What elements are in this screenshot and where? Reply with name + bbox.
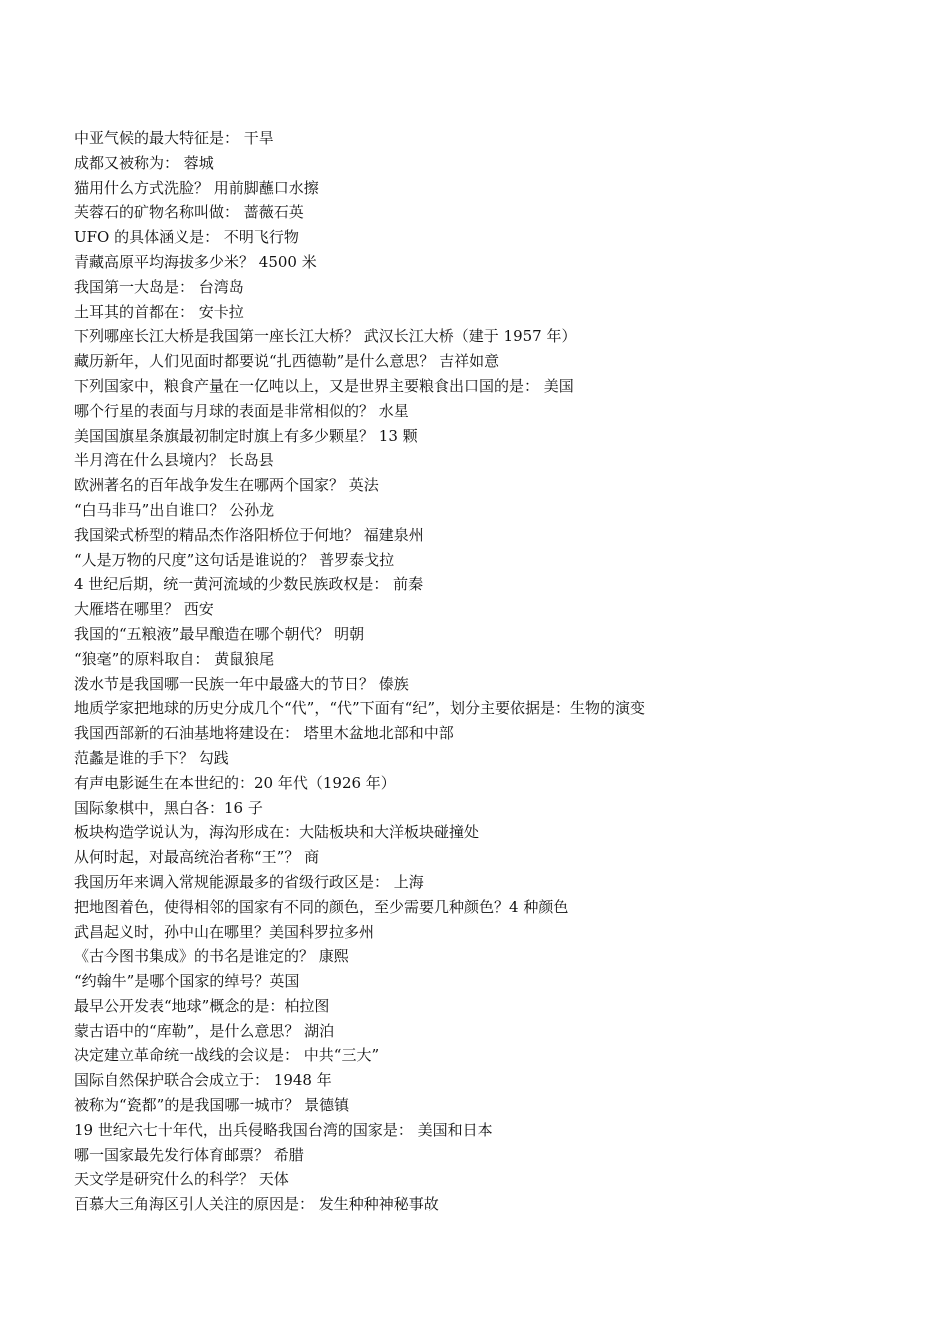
- qa-line: 地质学家把地球的历史分成几个“代”，“代”下面有“纪”，划分主要依据是：生物的演变: [74, 699, 646, 718]
- qa-line: 欧洲著名的百年战争发生在哪两个国家？ 英法: [74, 476, 379, 495]
- qa-line: 4 世纪后期，统一黄河流域的少数民族政权是： 前秦: [74, 575, 424, 594]
- qa-line: 把地图着色，使得相邻的国家有不同的颜色，至少需要几种颜色？4 种颜色: [74, 897, 569, 916]
- qa-line: 土耳其的首都在： 安卡拉: [74, 302, 244, 321]
- qa-line: 泼水节是我国哪一民族一年中最盛大的节日？ 傣族: [74, 674, 409, 693]
- qa-line: 决定建立革命统一战线的会议是： 中共“三大”: [74, 1046, 380, 1065]
- qa-line: 哪一国家最先发行体育邮票？ 希腊: [74, 1145, 304, 1164]
- qa-line: “人是万物的尺度”这句话是谁说的？ 普罗泰戈拉: [74, 550, 395, 569]
- qa-line: 中亚气候的最大特征是： 干旱: [74, 129, 274, 147]
- qa-line: 板块构造学说认为，海沟形成在：大陆板块和大洋板块碰撞处: [74, 823, 480, 842]
- qa-line: 下列国家中，粮食产量在一亿吨以上，又是世界主要粮食出口国的是： 美国: [74, 376, 574, 395]
- qa-line: 青藏高原平均海拔多少米？ 4500 米: [74, 252, 317, 271]
- qa-line: “约翰牛”是哪个国家的绰号？英国: [74, 972, 300, 991]
- qa-line: “狼毫”的原料取自： 黄鼠狼尾: [74, 649, 275, 668]
- qa-line: 《古今图书集成》的书名是谁定的？ 康熙: [74, 947, 349, 966]
- qa-line: 范蠡是谁的手下？ 勾践: [74, 748, 229, 767]
- qa-line: 百慕大三角海区引人关注的原因是： 发生种种神秘事故: [74, 1195, 439, 1214]
- qa-line: 被称为“瓷都”的是我国哪一城市？ 景德镇: [74, 1096, 350, 1115]
- qa-line: 从何时起，对最高统治者称“王”？ 商: [74, 848, 320, 867]
- qa-line: 我国西部新的石油基地将建设在： 塔里木盆地北部和中部: [74, 724, 454, 743]
- qa-line: 猫用什么方式洗脸？ 用前脚蘸口水擦: [74, 178, 319, 197]
- qa-line: 我国的“五粮液”最早酿造在哪个朝代？ 明朝: [74, 624, 365, 643]
- qa-line: 我国第一大岛是： 台湾岛: [74, 277, 244, 296]
- qa-line: 大雁塔在哪里？ 西安: [74, 600, 214, 619]
- qa-line: 半月湾在什么县境内？ 长岛县: [74, 451, 274, 470]
- qa-line: 美国国旗星条旗最初制定时旗上有多少颗星？ 13 颗: [74, 426, 418, 445]
- qa-line: 天文学是研究什么的科学？ 天体: [74, 1170, 289, 1189]
- document-body: [74, 126, 894, 1217]
- qa-line: 藏历新年，人们见面时都要说“扎西德勒”是什么意思？ 吉祥如意: [74, 352, 500, 371]
- qa-line: 蒙古语中的“库勒”，是什么意思？ 湖泊: [74, 1021, 335, 1040]
- qa-line: 最早公开发表“地球”概念的是：柏拉图: [74, 996, 330, 1015]
- qa-line: 哪个行星的表面与月球的表面是非常相似的？ 水星: [74, 401, 409, 420]
- qa-line: 下列哪座长江大桥是我国第一座长江大桥？ 武汉长江大桥（建于 1957 年）: [74, 327, 577, 346]
- qa-line: 武昌起义时，孙中山在哪里？美国科罗拉多州: [74, 922, 375, 941]
- qa-line: 有声电影诞生在本世纪的：20 年代（1926 年）: [74, 773, 396, 792]
- qa-line: 芙蓉石的矿物名称叫做： 蔷薇石英: [74, 203, 304, 222]
- qa-line: 19 世纪六七十年代，出兵侵略我国台湾的国家是： 美国和日本: [74, 1120, 493, 1139]
- qa-line: 国际自然保护联合会成立于： 1948 年: [74, 1071, 332, 1090]
- qa-line: UFO 的具体涵义是： 不明飞行物: [74, 228, 299, 247]
- qa-line: 成都又被称为： 蓉城: [74, 153, 214, 172]
- qa-line: 我国梁式桥型的精品杰作洛阳桥位于何地？ 福建泉州: [74, 525, 424, 544]
- qa-line: 我国历年来调入常规能源最多的省级行政区是： 上海: [74, 872, 424, 891]
- qa-line: “白马非马”出自谁口？ 公孙龙: [74, 500, 275, 519]
- qa-line: 国际象棋中，黑白各：16 子: [74, 798, 263, 817]
